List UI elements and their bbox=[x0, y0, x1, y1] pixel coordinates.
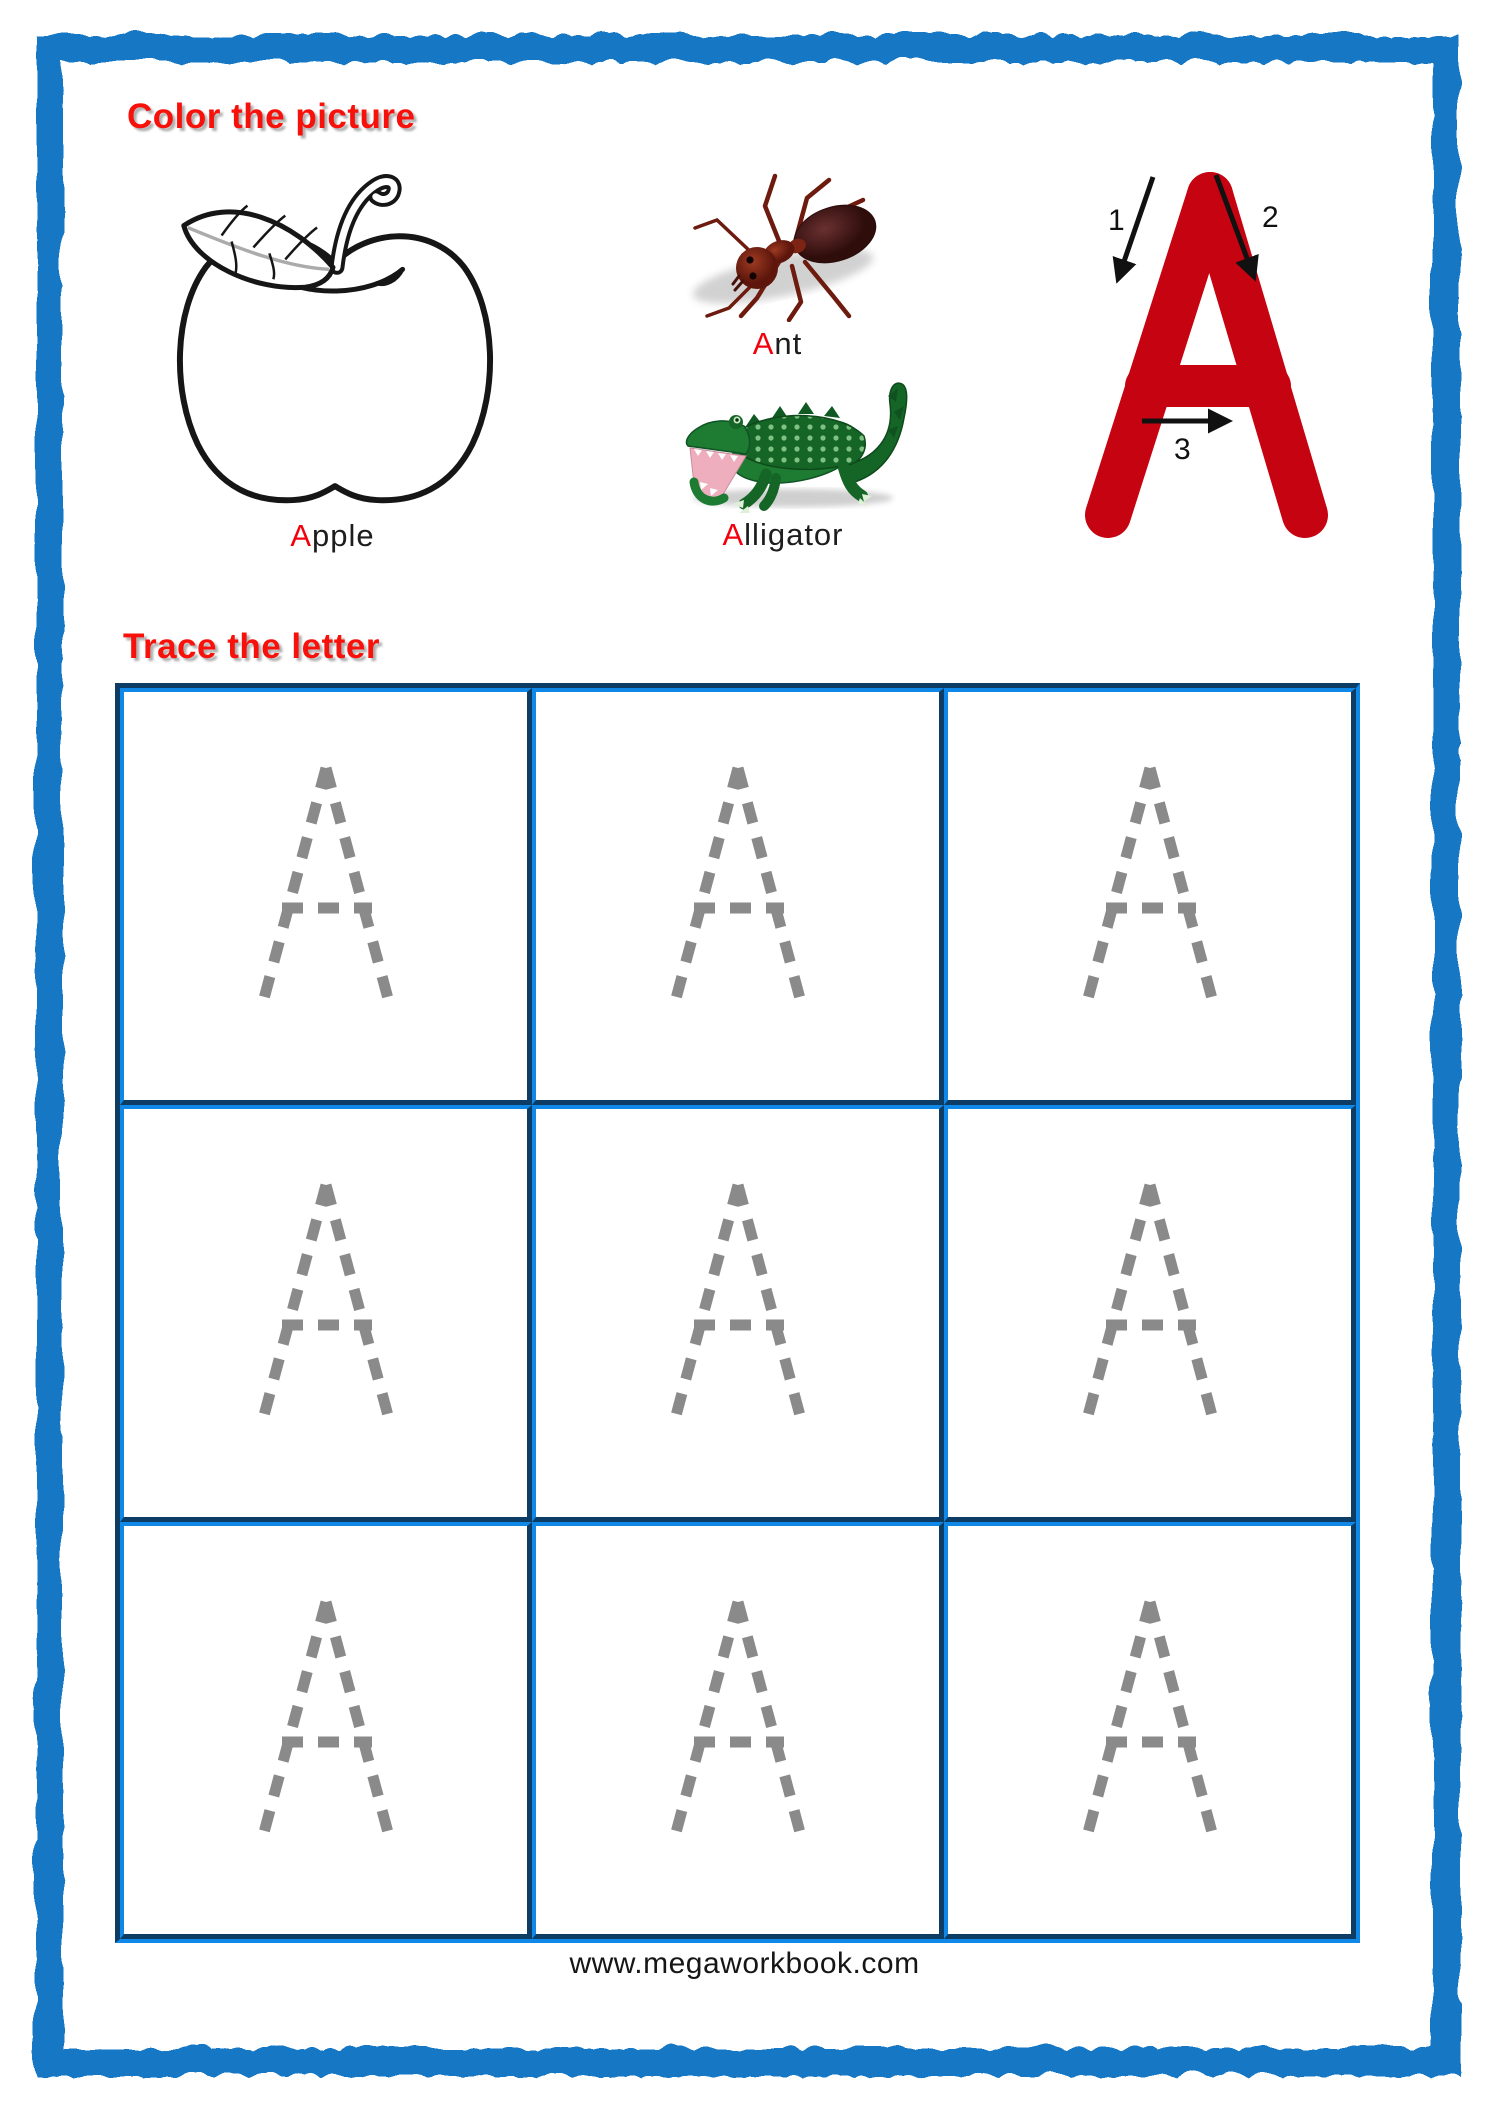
ant-illustration bbox=[655, 150, 900, 322]
trace-letter-a bbox=[1064, 756, 1236, 1014]
trace-cell bbox=[120, 1105, 532, 1522]
letter-a-stroke-guide bbox=[1050, 125, 1400, 560]
color-section-heading: Color the picture bbox=[127, 97, 416, 136]
trace-letter-a bbox=[652, 1173, 824, 1431]
stroke-label-3: 3 bbox=[1174, 433, 1191, 466]
trace-letter-a bbox=[1064, 1173, 1236, 1431]
trace-cell bbox=[944, 688, 1356, 1105]
letter-guide bbox=[1050, 125, 1400, 560]
trace-letter-a bbox=[240, 1590, 412, 1848]
trace-cell bbox=[120, 1522, 532, 1939]
trace-section-heading: Trace the letter bbox=[123, 627, 380, 666]
trace-letter-a bbox=[1064, 1590, 1236, 1848]
apple-label-rest: pple bbox=[312, 518, 375, 553]
apple-illustration bbox=[135, 146, 530, 514]
trace-letter-a bbox=[652, 756, 824, 1014]
ant-label-rest: nt bbox=[774, 326, 803, 361]
ant-figure bbox=[655, 150, 900, 362]
alligator-label-rest: lligator bbox=[744, 517, 844, 552]
alligator-illustration bbox=[648, 356, 918, 513]
footer-url: www.megaworkbook.com bbox=[569, 1947, 920, 1980]
trace-letter-a bbox=[240, 756, 412, 1014]
stroke-label-1: 1 bbox=[1108, 204, 1125, 237]
apple-initial-letter: A bbox=[290, 518, 313, 553]
alligator-label bbox=[722, 517, 843, 553]
alligator-initial-letter: A bbox=[722, 517, 745, 552]
trace-letter-a bbox=[240, 1173, 412, 1431]
alligator-figure bbox=[648, 356, 918, 553]
big-letter-a bbox=[1108, 195, 1305, 515]
apple-figure bbox=[135, 146, 530, 554]
trace-grid bbox=[115, 683, 1360, 1943]
trace-letter-a bbox=[652, 1590, 824, 1848]
trace-cell bbox=[532, 1522, 944, 1939]
trace-cell bbox=[532, 688, 944, 1105]
trace-cell bbox=[120, 688, 532, 1105]
trace-cell bbox=[532, 1105, 944, 1522]
trace-cell bbox=[944, 1105, 1356, 1522]
stroke-label-2: 2 bbox=[1262, 201, 1279, 234]
apple-label bbox=[290, 518, 374, 554]
trace-cell bbox=[944, 1522, 1356, 1939]
ant-initial-letter: A bbox=[752, 326, 775, 361]
